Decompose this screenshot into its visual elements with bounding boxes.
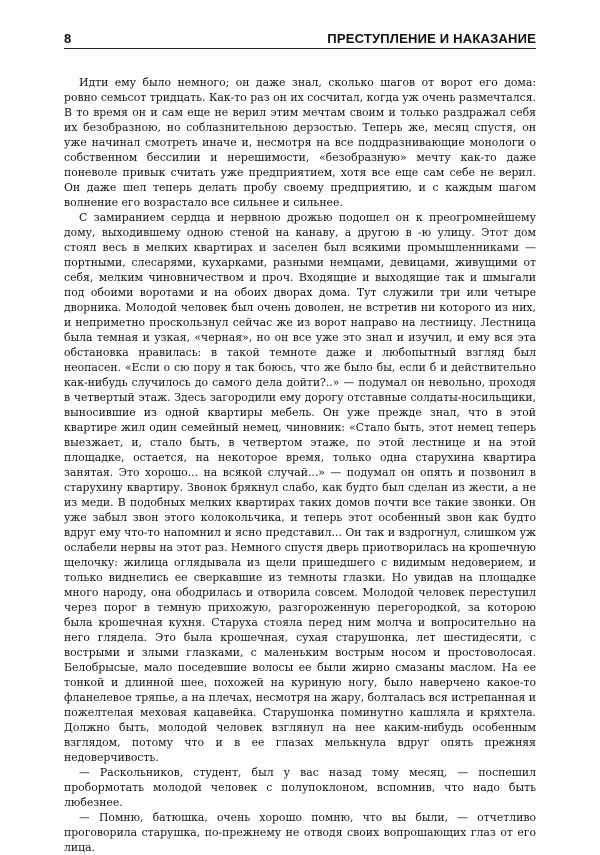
book-title: ПРЕСТУПЛЕНИЕ И НАКАЗАНИЕ bbox=[327, 31, 536, 46]
page-number: 8 bbox=[64, 31, 72, 46]
paragraph: Идти ему было немного; он даже знал, сколько шагов от ворот его дома: ровно семьсот тридцать. Как-то раз он их сосчитал, когда уж очень размечтался. В то время он и сам еще не верил этим мечтам своим и только раздражал себя их безобразною, но соблазнительною дерзостью. Теперь же, месяц спустя, он уже начинал смотреть иначе и, несмотря на все поддразнивающие монологи о собственном бессилии и нерешимости, «безобразную» мечту как-то даже поневоле привык считать уже предприятием, хотя все еще сам себе не верил. Он даже шел теперь делать пробу своему предприятию, и с каждым шагом волнение его возрастало все сильнее и сильнее. bbox=[64, 76, 536, 209]
paragraph: — Раскольников, студент, был у вас назад тому месяц, — поспешил пробормотать молодой человек с полупоклоном, вспомнив, что надо быть любезнее. bbox=[64, 766, 536, 809]
paragraph: — Помню, батюшка, очень хорошо помню, что вы были, — отчетливо проговорила старушка, по-прежнему не отводя своих вопрошающих глаз от его лица. bbox=[64, 811, 536, 854]
body-text bbox=[64, 75, 536, 855]
paragraph: С замиранием сердца и нервною дрожью подошел он к преогромнейшему дому, выходившему одною стеной на канаву, а другою в -ю улицу. Этот дом стоял весь в мелких квартирах и заселен был всякими промышленниками — портными, слесарями, кухарками, разными немцами, девицами, живущими от себя, мелким чиновничеством и проч. Входящие и выходящие так и шмыгали под обоими воротами и на обоих дворах дома. Тут служили три или четыре дворника. Молодой человек был очень доволен, не встретив ни которого из них, и неприметно проскользнул сейчас же из ворот направо на лестницу. Лестница была темная и узкая, «черная», но он все уже это знал и изучил, и ему вся эта обстановка нравилась: в такой темноте даже и любопытный взгляд был неопасен. «Если о сю пору я так боюсь, что же было бы, если б и действительно как-нибудь случилось до самого дела дойти?..» — подумал он невольно, проходя в четвертый этаж. Здесь загородили ему дорогу отставные солдаты-носильщики, выносившие из одной квартиры мебель. Он уже прежде знал, что в этой квартире жил один семейный немец, чиновник: «Стало быть, этот немец теперь выезжает, и, стало быть, в четвертом этаже, по этой лестнице и на этой площадке, остается, на некоторое время, только одна старухина квартира занятая. Это хорошо... на всякой случай...» — подумал он опять и позвонил в старухину квартиру. Звонок брякнул слабо, как будто был сделан из жести, а не из меди. В подобных мелких квартирах таких домов почти все такие звонки. Он уже забыл звон этого колокольчика, и теперь этот особенный звон как будто вдруг ему что-то напомнил и ясно представил... Он так и вздрогнул, слишком уж ослабели нервы на этот раз. Немного спустя дверь приотворилась на крошечную щелочку: жилица оглядывала из щели пришедшего с видимым недоверием, и только виднелись ее сверкавшие из темноты глазки. Но увидав на площадке много народу, она ободрилась и отворила совсем. Молодой человек переступил через порог в темную прихожую, разгороженную перегородкой, за которою была крошечная кухня. Старуха стояла перед ним молча и вопросительно на него глядела. Это была крошечная, сухая старушонка, лет шестидесяти, с вострыми и злыми глазками, с маленьким вострым носом и простоволосая. Белобрысые, мало поседевшие волосы ее были жирно смазаны маслом. На ее тонкой и длинной шее, похожей на куриную ногу, было наверчено какое-то фланелевое тряпье, а на плечах, несмотря на жару, болталась вся истрепанная и пожелтелая меховая кацавейка. Старушонка поминутно кашляла и кряхтела. Должно быть, молодой человек взглянул на нее каким-нибудь особенным взглядом, потому что и в ее глазах мелькнула вдруг опять прежняя недоверчивость. bbox=[64, 211, 536, 764]
running-header bbox=[64, 30, 536, 49]
